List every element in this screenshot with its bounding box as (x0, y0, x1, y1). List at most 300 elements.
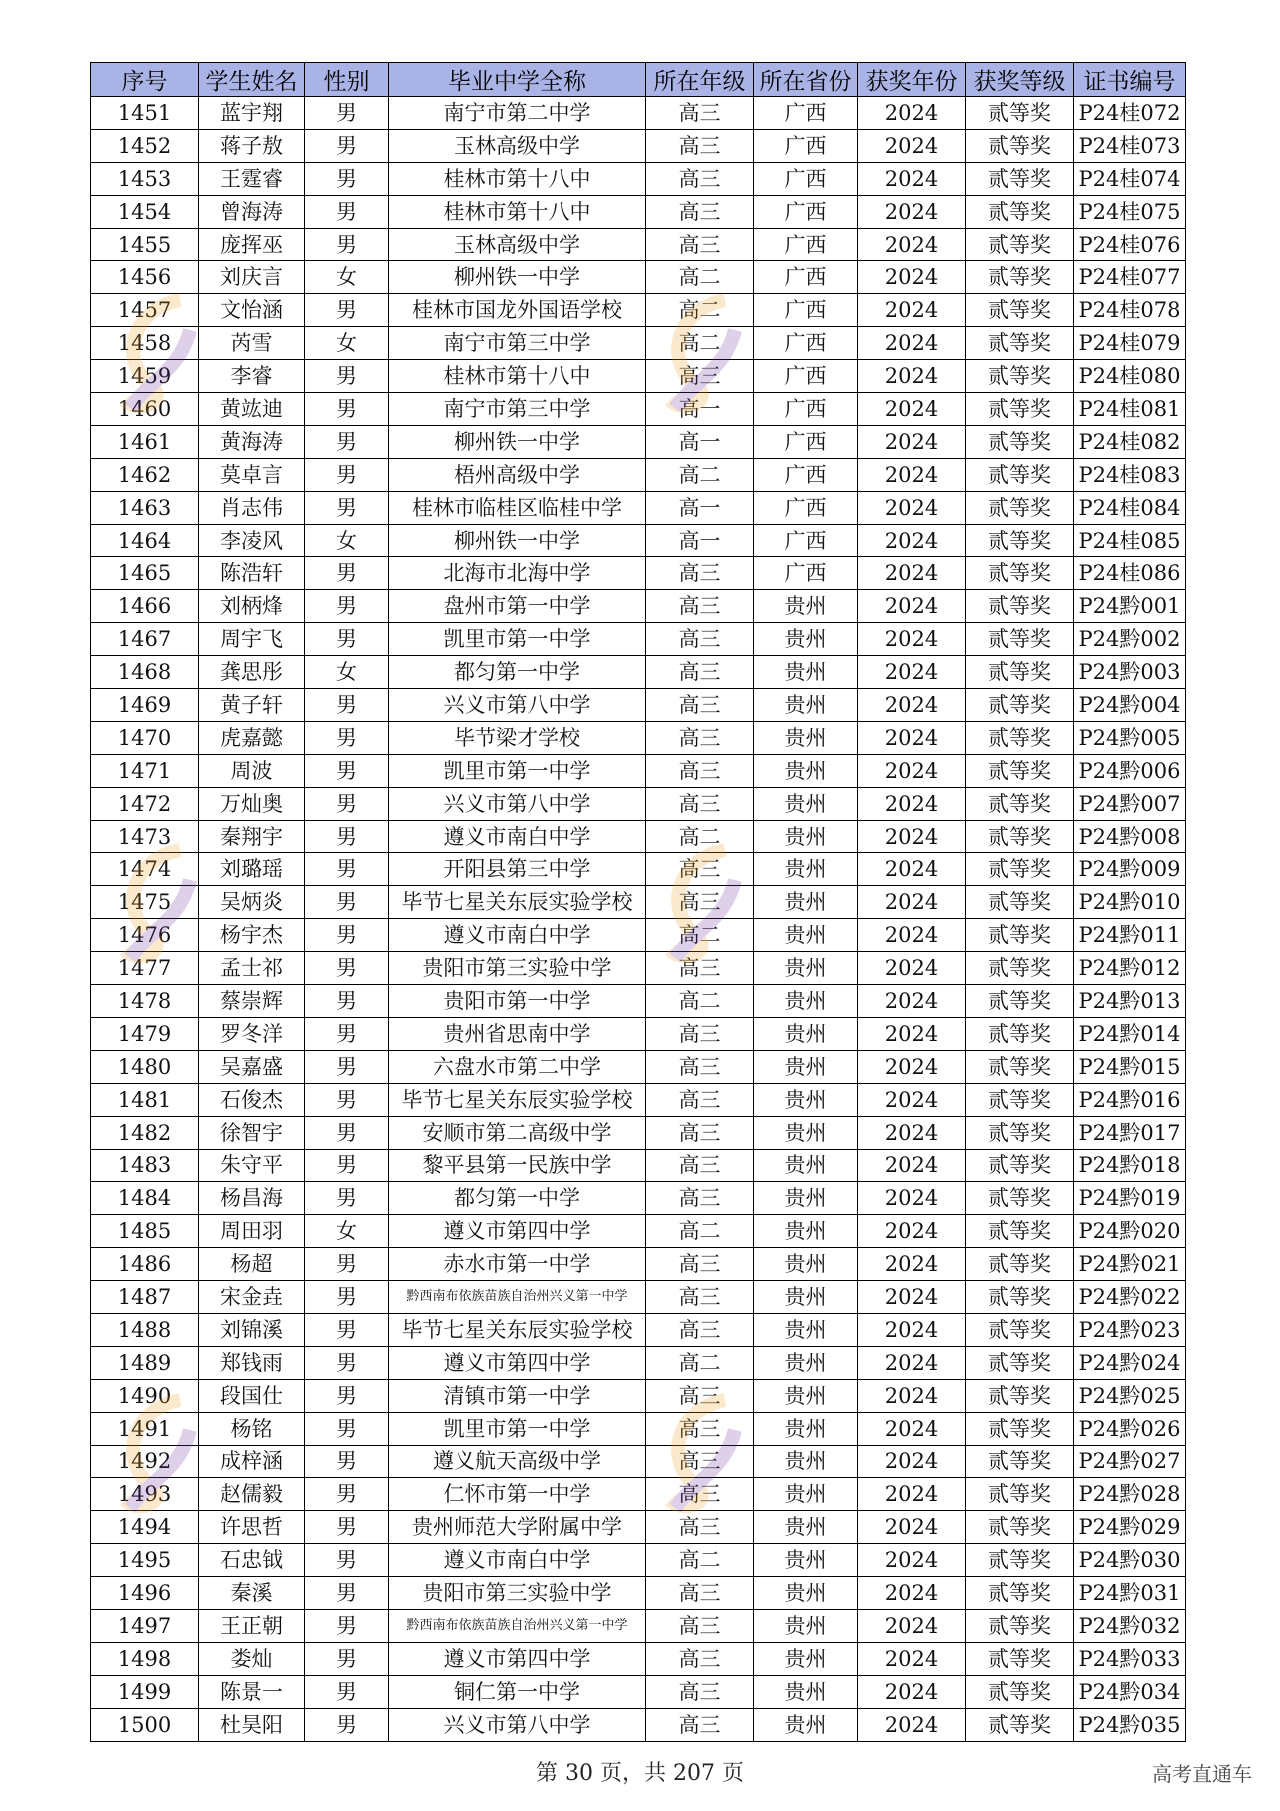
cell-grade: 高三 (646, 590, 754, 623)
cell-year: 2024 (858, 557, 966, 590)
cell-school: 开阳县第三中学 (389, 853, 646, 886)
cell-school: 毕节七星关东辰实验学校 (389, 886, 646, 919)
table-row (91, 425, 1186, 458)
cell-index: 1482 (91, 1116, 199, 1149)
cell-grade: 高三 (646, 129, 754, 162)
header-province: 所在省份 (754, 63, 858, 97)
cell-year: 2024 (858, 1642, 966, 1675)
cell-gender: 男 (305, 360, 389, 393)
cell-cert: P24黔024 (1074, 1346, 1186, 1379)
cell-year: 2024 (858, 952, 966, 985)
cell-province: 贵州 (754, 1182, 858, 1215)
cell-cert: P24黔014 (1074, 1017, 1186, 1050)
cell-level: 贰等奖 (966, 721, 1074, 754)
cell-province: 贵州 (754, 1511, 858, 1544)
cell-year: 2024 (858, 1083, 966, 1116)
cell-index: 1478 (91, 985, 199, 1018)
cell-grade: 高一 (646, 393, 754, 426)
table-row (91, 195, 1186, 228)
cell-cert: P24黔001 (1074, 590, 1186, 623)
cell-grade: 高三 (646, 1445, 754, 1478)
table-row (91, 1511, 1186, 1544)
cell-level: 贰等奖 (966, 228, 1074, 261)
cell-province: 广西 (754, 195, 858, 228)
cell-year: 2024 (858, 1248, 966, 1281)
table-row (91, 1182, 1186, 1215)
cell-grade: 高三 (646, 1083, 754, 1116)
cell-index: 1497 (91, 1609, 199, 1642)
cell-gender: 男 (305, 919, 389, 952)
cell-cert: P24黔019 (1074, 1182, 1186, 1215)
cell-year: 2024 (858, 787, 966, 820)
cell-name: 罗冬洋 (199, 1017, 305, 1050)
cell-year: 2024 (858, 689, 966, 722)
cell-index: 1483 (91, 1149, 199, 1182)
cell-school: 桂林市第十八中 (389, 360, 646, 393)
cell-province: 贵州 (754, 1675, 858, 1708)
cell-gender: 男 (305, 195, 389, 228)
cell-gender: 女 (305, 261, 389, 294)
cell-school: 桂林市临桂区临桂中学 (389, 491, 646, 524)
cell-cert: P24桂074 (1074, 162, 1186, 195)
cell-school: 六盘水市第二中学 (389, 1050, 646, 1083)
cell-cert: P24黔010 (1074, 886, 1186, 919)
cell-grade: 高三 (646, 689, 754, 722)
cell-index: 1475 (91, 886, 199, 919)
cell-grade: 高二 (646, 1215, 754, 1248)
cell-grade: 高三 (646, 952, 754, 985)
cell-gender: 男 (305, 754, 389, 787)
cell-gender: 男 (305, 985, 389, 1018)
cell-grade: 高三 (646, 360, 754, 393)
cell-name: 杜昊阳 (199, 1708, 305, 1741)
cell-cert: P24黔016 (1074, 1083, 1186, 1116)
cell-year: 2024 (858, 1281, 966, 1314)
cell-gender: 男 (305, 1149, 389, 1182)
cell-name: 秦翔宇 (199, 820, 305, 853)
cell-index: 1476 (91, 919, 199, 952)
cell-cert: P24桂083 (1074, 458, 1186, 491)
cell-school: 玉林高级中学 (389, 129, 646, 162)
table-row (91, 129, 1186, 162)
cell-name: 杨昌海 (199, 1182, 305, 1215)
cell-grade: 高二 (646, 1346, 754, 1379)
cell-level: 贰等奖 (966, 557, 1074, 590)
cell-name: 陈景一 (199, 1675, 305, 1708)
cell-gender: 男 (305, 1083, 389, 1116)
cell-year: 2024 (858, 623, 966, 656)
cell-name: 李凌风 (199, 524, 305, 557)
cell-province: 贵州 (754, 820, 858, 853)
cell-province: 贵州 (754, 1281, 858, 1314)
table-row (91, 393, 1186, 426)
cell-name: 杨宇杰 (199, 919, 305, 952)
cell-year: 2024 (858, 393, 966, 426)
cell-name: 刘璐瑶 (199, 853, 305, 886)
cell-year: 2024 (858, 294, 966, 327)
table-row (91, 952, 1186, 985)
cell-year: 2024 (858, 162, 966, 195)
cell-cert: P24黔020 (1074, 1215, 1186, 1248)
cell-province: 贵州 (754, 787, 858, 820)
cell-year: 2024 (858, 985, 966, 1018)
cell-index: 1462 (91, 458, 199, 491)
cell-year: 2024 (858, 129, 966, 162)
cell-year: 2024 (858, 360, 966, 393)
cell-province: 贵州 (754, 590, 858, 623)
cell-province: 广西 (754, 327, 858, 360)
cell-grade: 高二 (646, 327, 754, 360)
cell-gender: 男 (305, 1182, 389, 1215)
cell-school: 仁怀市第一中学 (389, 1478, 646, 1511)
cell-index: 1451 (91, 97, 199, 130)
table-row (91, 1412, 1186, 1445)
cell-name: 徐智宇 (199, 1116, 305, 1149)
cell-school: 遵义市第四中学 (389, 1215, 646, 1248)
cell-school: 梧州高级中学 (389, 458, 646, 491)
cell-gender: 男 (305, 1609, 389, 1642)
cell-grade: 高二 (646, 919, 754, 952)
cell-school: 贵州师范大学附属中学 (389, 1511, 646, 1544)
cell-province: 贵州 (754, 886, 858, 919)
cell-name: 郑钱雨 (199, 1346, 305, 1379)
cell-school: 毕节梁才学校 (389, 721, 646, 754)
cell-grade: 高一 (646, 491, 754, 524)
cell-cert: P24桂082 (1074, 425, 1186, 458)
cell-province: 贵州 (754, 985, 858, 1018)
cell-gender: 男 (305, 228, 389, 261)
cell-index: 1477 (91, 952, 199, 985)
cell-index: 1493 (91, 1478, 199, 1511)
cell-level: 贰等奖 (966, 1642, 1074, 1675)
cell-year: 2024 (858, 327, 966, 360)
table-row (91, 787, 1186, 820)
cell-index: 1473 (91, 820, 199, 853)
cell-school: 黎平县第一民族中学 (389, 1149, 646, 1182)
cell-gender: 女 (305, 524, 389, 557)
cell-year: 2024 (858, 1675, 966, 1708)
cell-school: 贵阳市第一中学 (389, 985, 646, 1018)
table-row (91, 853, 1186, 886)
cell-province: 广西 (754, 162, 858, 195)
header-level: 获奖等级 (966, 63, 1074, 97)
cell-level: 贰等奖 (966, 393, 1074, 426)
cell-cert: P24桂081 (1074, 393, 1186, 426)
cell-cert: P24黔005 (1074, 721, 1186, 754)
cell-index: 1474 (91, 853, 199, 886)
cell-index: 1465 (91, 557, 199, 590)
cell-level: 贰等奖 (966, 458, 1074, 491)
cell-level: 贰等奖 (966, 162, 1074, 195)
cell-cert: P24黔002 (1074, 623, 1186, 656)
cell-gender: 男 (305, 689, 389, 722)
cell-school: 盘州市第一中学 (389, 590, 646, 623)
cell-year: 2024 (858, 1050, 966, 1083)
cell-grade: 高三 (646, 1050, 754, 1083)
cell-name: 石俊杰 (199, 1083, 305, 1116)
cell-province: 贵州 (754, 1379, 858, 1412)
cell-gender: 男 (305, 1050, 389, 1083)
table-row (91, 656, 1186, 689)
header-school: 毕业中学全称 (389, 63, 646, 97)
cell-name: 文怡涵 (199, 294, 305, 327)
cell-province: 贵州 (754, 1083, 858, 1116)
cell-gender: 男 (305, 294, 389, 327)
cell-school: 柳州铁一中学 (389, 425, 646, 458)
cell-level: 贰等奖 (966, 919, 1074, 952)
cell-level: 贰等奖 (966, 623, 1074, 656)
cell-gender: 男 (305, 1412, 389, 1445)
cell-year: 2024 (858, 491, 966, 524)
table-row (91, 557, 1186, 590)
table-row (91, 754, 1186, 787)
cell-school: 兴义市第八中学 (389, 689, 646, 722)
cell-year: 2024 (858, 820, 966, 853)
cell-year: 2024 (858, 228, 966, 261)
cell-cert: P24黔029 (1074, 1511, 1186, 1544)
cell-gender: 男 (305, 97, 389, 130)
cell-gender: 男 (305, 129, 389, 162)
cell-index: 1458 (91, 327, 199, 360)
cell-name: 周田羽 (199, 1215, 305, 1248)
cell-grade: 高一 (646, 425, 754, 458)
cell-school: 都匀第一中学 (389, 656, 646, 689)
cell-grade: 高三 (646, 1149, 754, 1182)
cell-level: 贰等奖 (966, 1149, 1074, 1182)
cell-gender: 男 (305, 491, 389, 524)
cell-name: 肖志伟 (199, 491, 305, 524)
cell-name: 杨超 (199, 1248, 305, 1281)
cell-cert: P24黔030 (1074, 1544, 1186, 1577)
cell-grade: 高二 (646, 261, 754, 294)
cell-year: 2024 (858, 754, 966, 787)
cell-school: 南宁市第三中学 (389, 327, 646, 360)
cell-index: 1456 (91, 261, 199, 294)
cell-grade: 高二 (646, 1544, 754, 1577)
cell-gender: 男 (305, 1017, 389, 1050)
cell-index: 1470 (91, 721, 199, 754)
cell-year: 2024 (858, 1478, 966, 1511)
cell-school: 桂林市第十八中 (389, 162, 646, 195)
cell-gender: 男 (305, 162, 389, 195)
cell-year: 2024 (858, 590, 966, 623)
cell-year: 2024 (858, 458, 966, 491)
cell-name: 龚思彤 (199, 656, 305, 689)
cell-index: 1489 (91, 1346, 199, 1379)
cell-year: 2024 (858, 721, 966, 754)
cell-cert: P24桂078 (1074, 294, 1186, 327)
table-row (91, 1116, 1186, 1149)
award-table (90, 62, 1186, 1742)
cell-gender: 男 (305, 425, 389, 458)
cell-province: 广西 (754, 524, 858, 557)
cell-level: 贰等奖 (966, 1511, 1074, 1544)
cell-name: 芮雪 (199, 327, 305, 360)
cell-grade: 高三 (646, 1708, 754, 1741)
cell-year: 2024 (858, 97, 966, 130)
cell-grade: 高三 (646, 557, 754, 590)
cell-year: 2024 (858, 1609, 966, 1642)
cell-index: 1454 (91, 195, 199, 228)
cell-level: 贰等奖 (966, 1675, 1074, 1708)
cell-year: 2024 (858, 1544, 966, 1577)
cell-cert: P24黔027 (1074, 1445, 1186, 1478)
cell-grade: 高三 (646, 1675, 754, 1708)
cell-grade: 高三 (646, 853, 754, 886)
cell-name: 曾海涛 (199, 195, 305, 228)
cell-index: 1488 (91, 1313, 199, 1346)
cell-name: 成梓涵 (199, 1445, 305, 1478)
table-row (91, 327, 1186, 360)
cell-gender: 男 (305, 623, 389, 656)
table-row (91, 1346, 1186, 1379)
cell-name: 虎嘉懿 (199, 721, 305, 754)
cell-year: 2024 (858, 1346, 966, 1379)
cell-index: 1491 (91, 1412, 199, 1445)
cell-index: 1467 (91, 623, 199, 656)
cell-year: 2024 (858, 919, 966, 952)
cell-province: 贵州 (754, 1412, 858, 1445)
cell-grade: 高三 (646, 1116, 754, 1149)
table-row (91, 919, 1186, 952)
cell-index: 1480 (91, 1050, 199, 1083)
cell-name: 蓝宇翔 (199, 97, 305, 130)
cell-province: 广西 (754, 458, 858, 491)
cell-province: 贵州 (754, 919, 858, 952)
cell-grade: 高三 (646, 1412, 754, 1445)
cell-cert: P24黔006 (1074, 754, 1186, 787)
cell-province: 贵州 (754, 656, 858, 689)
table-row (91, 1017, 1186, 1050)
cell-gender: 男 (305, 853, 389, 886)
header-cert: 证书编号 (1074, 63, 1186, 97)
cell-cert: P24黔004 (1074, 689, 1186, 722)
cell-year: 2024 (858, 195, 966, 228)
table-row (91, 360, 1186, 393)
cell-school: 兴义市第八中学 (389, 1708, 646, 1741)
cell-cert: P24桂086 (1074, 557, 1186, 590)
cell-grade: 高三 (646, 623, 754, 656)
page-footer: 第 30 页，共 207 页 (536, 1761, 744, 1786)
cell-name: 宋金垚 (199, 1281, 305, 1314)
cell-grade: 高三 (646, 162, 754, 195)
cell-province: 广西 (754, 393, 858, 426)
cell-year: 2024 (858, 1149, 966, 1182)
table-row (91, 1215, 1186, 1248)
table-row (91, 886, 1186, 919)
cell-name: 万灿奥 (199, 787, 305, 820)
cell-gender: 男 (305, 1478, 389, 1511)
cell-index: 1460 (91, 393, 199, 426)
cell-gender: 男 (305, 1313, 389, 1346)
cell-level: 贰等奖 (966, 787, 1074, 820)
cell-level: 贰等奖 (966, 1083, 1074, 1116)
cell-school: 遵义市南白中学 (389, 820, 646, 853)
cell-school: 玉林高级中学 (389, 228, 646, 261)
header-name: 学生姓名 (199, 63, 305, 97)
cell-province: 贵州 (754, 1346, 858, 1379)
cell-school: 柳州铁一中学 (389, 261, 646, 294)
cell-gender: 男 (305, 1281, 389, 1314)
table-row (91, 1478, 1186, 1511)
cell-name: 刘庆言 (199, 261, 305, 294)
cell-grade: 高三 (646, 1642, 754, 1675)
cell-grade: 高三 (646, 1182, 754, 1215)
cell-cert: P24黔021 (1074, 1248, 1186, 1281)
cell-cert: P24桂076 (1074, 228, 1186, 261)
cell-index: 1500 (91, 1708, 199, 1741)
table-row (91, 458, 1186, 491)
cell-grade: 高三 (646, 1281, 754, 1314)
cell-index: 1485 (91, 1215, 199, 1248)
table-row (91, 1379, 1186, 1412)
cell-province: 贵州 (754, 1609, 858, 1642)
table-row (91, 1577, 1186, 1610)
cell-level: 贰等奖 (966, 1445, 1074, 1478)
cell-gender: 男 (305, 1445, 389, 1478)
cell-province: 贵州 (754, 1445, 858, 1478)
cell-grade: 高二 (646, 458, 754, 491)
cell-grade: 高三 (646, 787, 754, 820)
cell-school: 遵义市第四中学 (389, 1346, 646, 1379)
cell-grade: 高二 (646, 820, 754, 853)
cell-year: 2024 (858, 886, 966, 919)
cell-name: 娄灿 (199, 1642, 305, 1675)
cell-cert: P24黔026 (1074, 1412, 1186, 1445)
table-row (91, 1642, 1186, 1675)
cell-cert: P24黔022 (1074, 1281, 1186, 1314)
cell-index: 1499 (91, 1675, 199, 1708)
cell-level: 贰等奖 (966, 820, 1074, 853)
cell-province: 贵州 (754, 1215, 858, 1248)
cell-school: 毕节七星关东辰实验学校 (389, 1313, 646, 1346)
cell-school: 凯里市第一中学 (389, 754, 646, 787)
cell-name: 王霆睿 (199, 162, 305, 195)
cell-gender: 女 (305, 327, 389, 360)
cell-level: 贰等奖 (966, 1313, 1074, 1346)
cell-level: 贰等奖 (966, 1379, 1074, 1412)
cell-cert: P24黔034 (1074, 1675, 1186, 1708)
cell-gender: 男 (305, 1544, 389, 1577)
cell-gender: 男 (305, 1511, 389, 1544)
cell-gender: 男 (305, 1116, 389, 1149)
cell-level: 贰等奖 (966, 656, 1074, 689)
cell-gender: 男 (305, 952, 389, 985)
cell-index: 1495 (91, 1544, 199, 1577)
cell-name: 李睿 (199, 360, 305, 393)
cell-name: 赵儒毅 (199, 1478, 305, 1511)
cell-school: 凯里市第一中学 (389, 1412, 646, 1445)
cell-level: 贰等奖 (966, 952, 1074, 985)
cell-level: 贰等奖 (966, 1708, 1074, 1741)
cell-year: 2024 (858, 261, 966, 294)
cell-name: 秦溪 (199, 1577, 305, 1610)
cell-level: 贰等奖 (966, 1412, 1074, 1445)
cell-grade: 高三 (646, 195, 754, 228)
cell-name: 石忠钺 (199, 1544, 305, 1577)
cell-level: 贰等奖 (966, 1544, 1074, 1577)
cell-index: 1498 (91, 1642, 199, 1675)
cell-name: 吴炳炎 (199, 886, 305, 919)
cell-grade: 高三 (646, 228, 754, 261)
table-row (91, 524, 1186, 557)
header-index: 序号 (91, 63, 199, 97)
cell-index: 1496 (91, 1577, 199, 1610)
cell-gender: 男 (305, 458, 389, 491)
brand-label: 高考直通车 (1152, 1762, 1252, 1786)
cell-index: 1487 (91, 1281, 199, 1314)
cell-province: 广西 (754, 557, 858, 590)
